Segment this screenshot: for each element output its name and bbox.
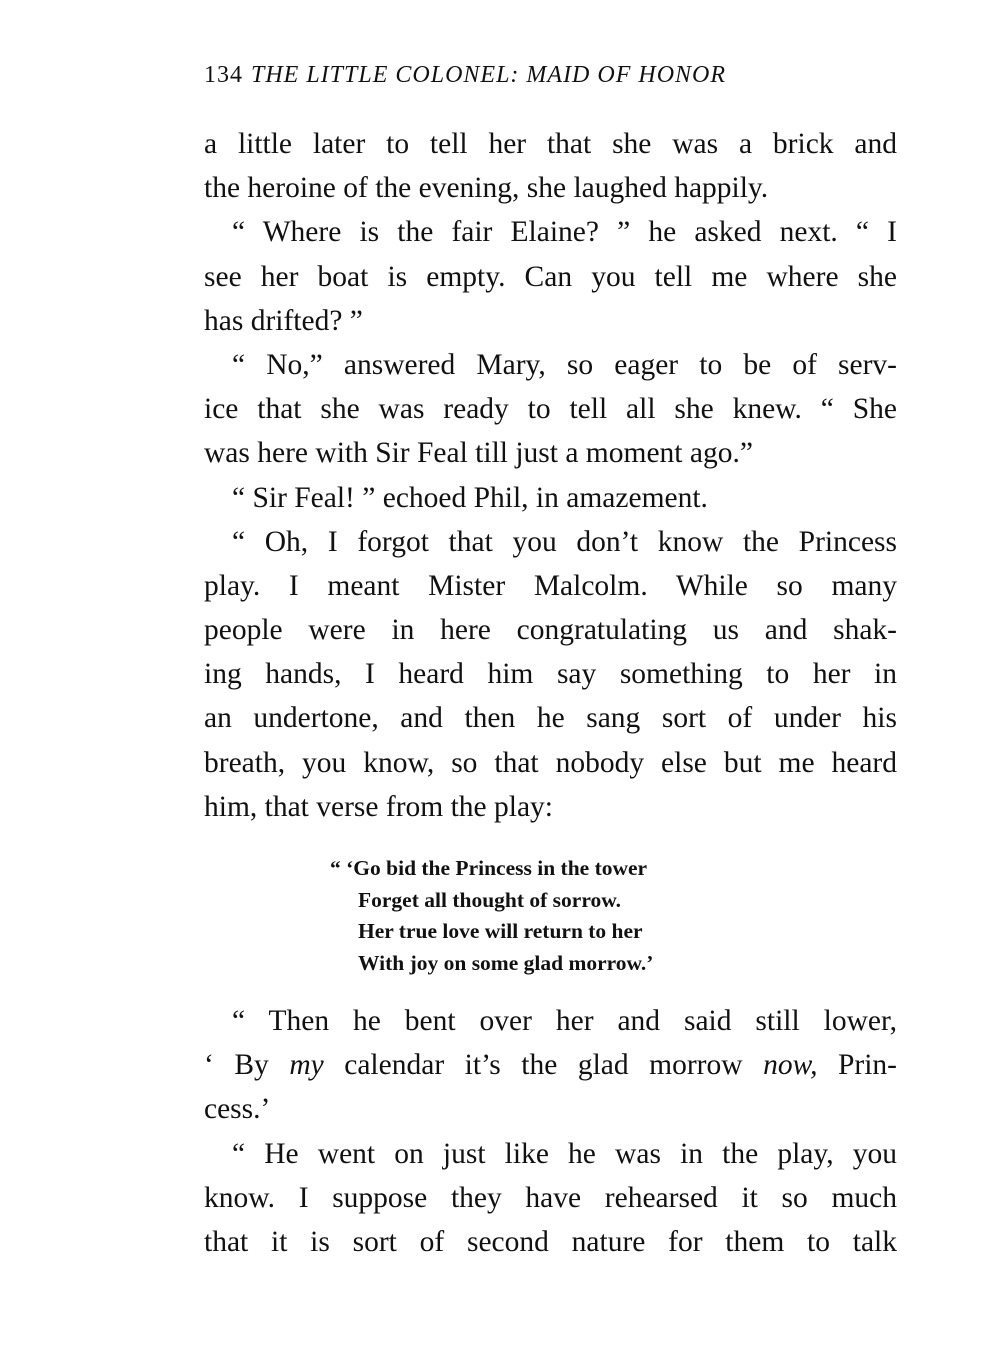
text-line: ice that she was ready to tell all she knew. “ She xyxy=(204,393,897,426)
text-line: “ Where is the fair Elaine? ” he asked next. “ I xyxy=(232,216,897,249)
text-line: cess.’ xyxy=(204,1093,271,1126)
text-line: him, that verse from the play: xyxy=(204,790,553,823)
text-line: that it is sort of second nature for them to talk xyxy=(204,1225,897,1258)
text-line: was here with Sir Feal till just a moment ago.” xyxy=(204,437,753,470)
text-line: “ He went on just like he was in the play, you xyxy=(232,1137,897,1170)
text-line: “ Sir Feal! ” echoed Phil, in amazement. xyxy=(232,481,708,514)
text-line: has drifted? ” xyxy=(204,304,363,337)
running-title: THE LITTLE COLONEL: MAID OF HONOR xyxy=(251,62,727,88)
text-line: ing hands, I heard him say something to her in xyxy=(204,658,897,691)
verse-line: With joy on some glad morrow.’ xyxy=(358,950,654,975)
text-line: “ No,” answered Mary, so eager to be of serv- xyxy=(232,348,897,381)
text-segment: Prin- xyxy=(817,1049,897,1082)
text-segment: calendar it’s the glad morrow xyxy=(323,1049,764,1082)
text-line: people were in here congratulating us and shak- xyxy=(204,614,897,647)
body-text-continued xyxy=(204,999,897,1264)
running-header xyxy=(204,62,726,89)
text-line: know. I suppose they have rehearsed it so much xyxy=(204,1181,897,1214)
verse-line: “ ‘Go bid the Princess in the tower xyxy=(330,856,648,880)
text-line: an undertone, and then he sang sort of under his xyxy=(204,702,897,735)
verse-line: Her true love will return to her xyxy=(358,919,643,943)
text-line: “ Oh, I forgot that you don’t know the Princess xyxy=(232,525,897,558)
body-text xyxy=(204,122,897,829)
emphasis: my xyxy=(289,1049,324,1082)
verse-quote xyxy=(330,853,653,979)
emphasis: now, xyxy=(763,1049,818,1082)
text-segment: ‘ By xyxy=(204,1049,290,1082)
text-line-with-emphasis xyxy=(204,1043,897,1087)
text-line: the heroine of the evening, she laughed happily. xyxy=(204,172,769,205)
text-line: a little later to tell her that she was a brick and xyxy=(204,128,897,160)
verse-line: Forget all thought of sorrow. xyxy=(358,887,621,912)
text-line: see her boat is empty. Can you tell me where she xyxy=(204,260,897,293)
text-line: play. I meant Mister Malcolm. While so many xyxy=(204,569,897,602)
text-line: “ Then he bent over her and said still lower, xyxy=(232,1005,897,1037)
text-line: breath, you know, so that nobody else but me heard xyxy=(204,746,897,779)
page-number: 134 xyxy=(204,62,243,88)
